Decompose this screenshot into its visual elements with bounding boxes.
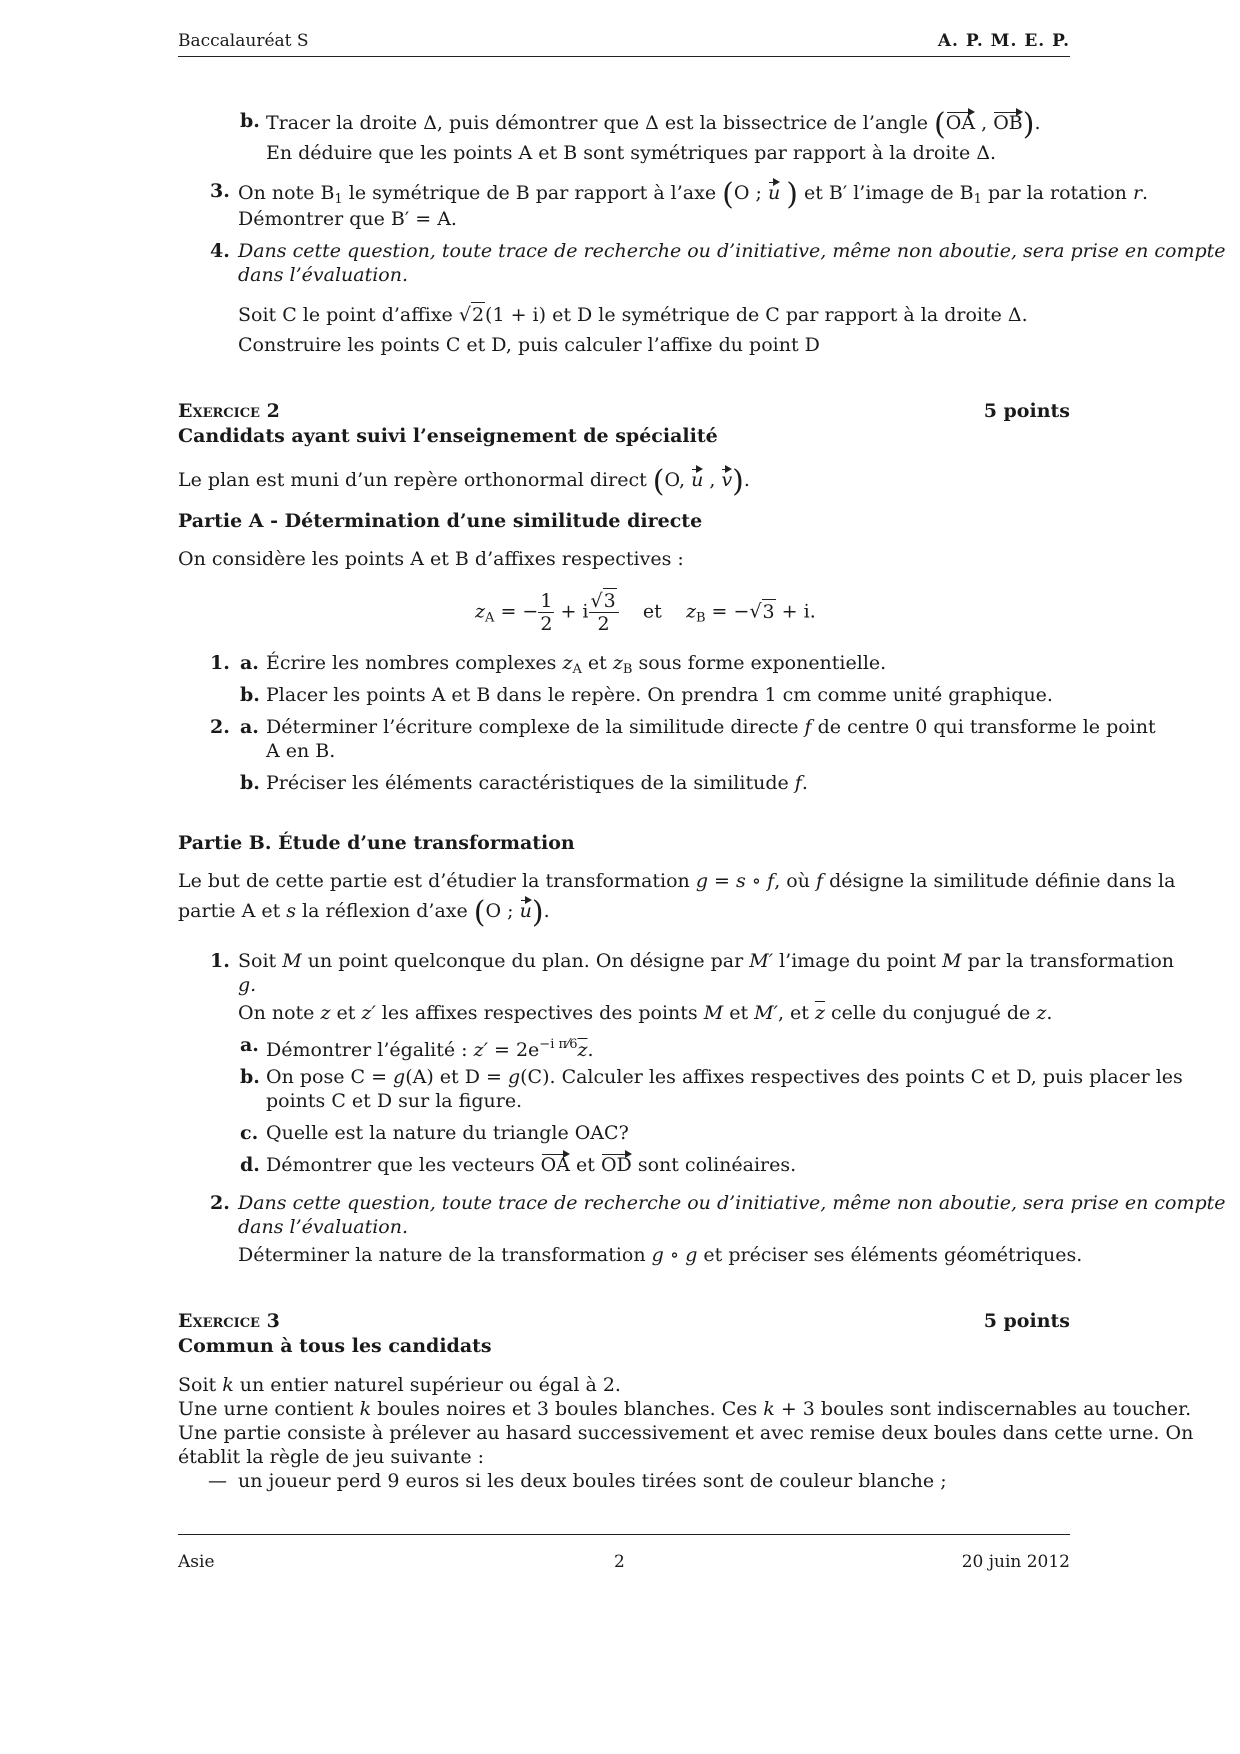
part-a-title: Partie A - Détermination d’une similitude directe [178, 510, 703, 532]
part-b-q1b-label: b. [240, 1066, 260, 1088]
part-b-q1c-text: Quelle est la nature du triangle OAC? [266, 1122, 629, 1144]
ex3-bullet1: un joueur perd 9 euros si les deux boules tirées sont de couleur blanche ; [238, 1470, 947, 1492]
part-b-q1-line1: Soit M un point quelconque du plan. On désigne par M′ l’image du point M par la transformation [238, 950, 1174, 972]
ex3-line3: Une partie consiste à prélever au hasard successivement et avec remise deux boules dans cette urne. On [178, 1422, 1194, 1444]
part-b-q1-label: 1. [210, 950, 230, 972]
part-a-q1a-text: Écrire les nombres complexes $z_A$ et $z_B$ sous forme exponentielle. [266, 652, 887, 677]
ex1-q2b-label: b. [240, 110, 260, 132]
ex2-title: Exercice 2 [178, 400, 280, 422]
part-a-q1-label: 1. [210, 652, 230, 674]
vector-v: v [721, 465, 732, 489]
ex2-subtitle: Candidats ayant suivi l’enseignement de spécialité [178, 425, 718, 447]
part-b-q1b-line2: points C et D sur la figure. [266, 1090, 523, 1112]
part-a-q2a-text: Déterminer l’écriture complexe de la similitude directe f de centre 0 qui transforme le point [266, 716, 1156, 738]
ex1-q4-italic-2: dans l’évaluation. [238, 264, 409, 286]
header-right: A. P. M. E. P. [937, 31, 1070, 51]
ex3-line1: Soit k un entier naturel supérieur ou égal à 2. [178, 1374, 621, 1396]
part-b-q2-italic-2: dans l’évaluation. [238, 1216, 409, 1238]
ex1-q2b-line2: En déduire que les points A et B sont symétriques par rapport à la droite Δ. [266, 142, 997, 164]
affixes-equation: $z_A$ = − $\frac{1}{2}$ + i $\frac{√3}{2}$ et $z_B = -√3 + i$. [475, 590, 816, 635]
vector-oa: OA [541, 1150, 570, 1174]
part-b-title: Partie B. Étude d’une transformation [178, 832, 575, 854]
part-b-q1c-label: c. [240, 1122, 259, 1144]
part-a-intro: On considère les points A et B d’affixes respectives : [178, 548, 684, 570]
part-a-q2b-text: Préciser les éléments caractéristiques de la similitude f. [266, 772, 808, 794]
ex1-q4-label: 4. [210, 240, 230, 262]
part-b-q1-line3: On note z et z′ les affixes respectives des points M et M′, et $\overline{z}$ celle du conjugué de z. [238, 1002, 1053, 1024]
page-footer [178, 1534, 1070, 1575]
part-b-q2-line3: Déterminer la nature de la transformation g ∘ g et préciser ses éléments géométriques. [238, 1244, 1083, 1266]
vector-u: u [520, 896, 532, 920]
ex2-intro: Le plan est muni d’un repère orthonormal direct (O, u , v). [178, 464, 750, 499]
ex1-q2b-line1: Tracer la droite Δ, puis démontrer que Δ est la bissectrice de l’angle (OA , OB). [266, 107, 1041, 142]
ex1-q4-italic-1: Dans cette question, toute trace de recherche ou d’initiative, même non aboutie, sera prise en compte [238, 240, 1226, 262]
ex3-subtitle: Commun à tous les candidats [178, 1335, 492, 1357]
vector-u: u [691, 465, 703, 489]
footer-right: 20 juin 2012 [961, 1552, 1070, 1572]
part-a-q1b-label: b. [240, 684, 260, 706]
header-left: Baccalauréat S [178, 31, 309, 51]
part-b-q1-line2: g. [238, 974, 257, 996]
ex1-q3-line1: On note $B_1$ le symétrique de B par rapport à l’axe (O ; u ) et B′ l’image de $B_1$ par la rotation r. [238, 177, 1149, 212]
part-a-q2a-line2: A en B. [266, 740, 336, 762]
page-header [178, 26, 1070, 57]
vector-od: OD [601, 1150, 632, 1174]
part-a-q2a-label: a. [240, 716, 259, 738]
ex1-q4-line2: Construire les points C et D, puis calculer l’affixe du point D [238, 334, 820, 356]
part-a-q2b-label: b. [240, 772, 260, 794]
vector-oa: OA [946, 108, 975, 132]
part-b-q1a-label: a. [240, 1034, 259, 1056]
part-b-intro-line1: Le but de cette partie est d’étudier la transformation g = s ∘ f, où f désigne la similitude définie dans la [178, 870, 1176, 892]
ex1-q4-line1: Soit C le point d’affixe √2(1 + i) et D le symétrique de C par rapport à la droite Δ. [238, 304, 1028, 326]
vector-u: u [768, 178, 780, 202]
vector-ob: OB [993, 108, 1023, 132]
ex3-line2: Une urne contient k boules noires et 3 boules blanches. Ces k + 3 boules sont indiscernables au toucher. [178, 1398, 1192, 1420]
footer-left: Asie [178, 1552, 215, 1572]
part-a-q2-label: 2. [210, 716, 230, 738]
part-b-q1b-line1: On pose C = g(A) et D = g(C). Calculer les affixes respectives des points C et D, puis placer les [266, 1066, 1183, 1088]
page-number: 2 [614, 1552, 625, 1572]
ex1-q3-line2: Démontrer que B′ = A. [238, 208, 457, 230]
part-a-q1a-label: a. [240, 652, 259, 674]
part-b-q2-italic-1: Dans cette question, toute trace de recherche ou d’initiative, même non aboutie, sera prise en compte [238, 1192, 1226, 1214]
part-b-q1d-label: d. [240, 1154, 260, 1176]
ex3-title: Exercice 3 [178, 1310, 280, 1332]
part-b-q2-label: 2. [210, 1192, 230, 1214]
part-b-q1d-text: Démontrer que les vecteurs OA et OD sont colinéaires. [266, 1150, 796, 1178]
ex3-line4: établit la règle de jeu suivante : [178, 1446, 485, 1468]
part-a-q1b-text: Placer les points A et B dans le repère. On prendra 1 cm comme unité graphique. [266, 684, 1053, 706]
ex1-q3-label: 3. [210, 180, 230, 202]
ex3-points: 5 points [983, 1310, 1070, 1332]
ex2-points: 5 points [983, 400, 1070, 422]
part-b-q1a-text: Démontrer l’égalité : $z' = 2e^{-i \pi⁄6}\overline{z}$. [266, 1037, 594, 1061]
ex3-bullet-dash: — [208, 1470, 227, 1492]
part-b-intro-line2: partie A et s la réflexion d’axe (O ; u). [178, 895, 550, 930]
